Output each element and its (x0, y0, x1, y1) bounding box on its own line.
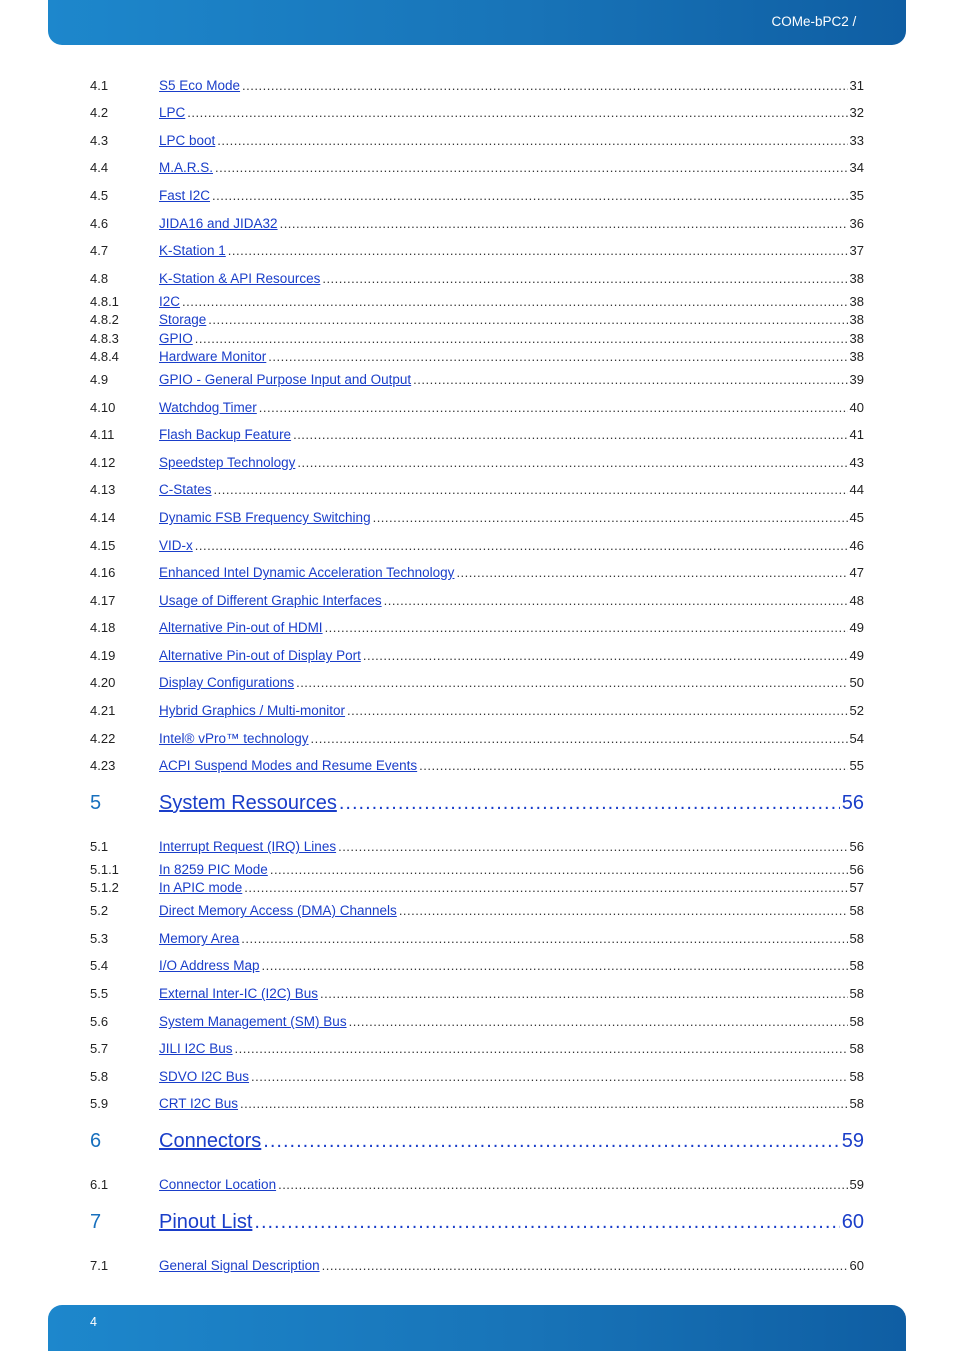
toc-entry-page: 58 (849, 1014, 864, 1029)
dot-leader (270, 862, 848, 877)
toc-entry-page: 56 (849, 862, 864, 877)
toc-entry-number: 5.3 (90, 931, 109, 946)
toc-chapter-entry[interactable] (90, 792, 864, 822)
toc-entry-page: 41 (849, 427, 864, 442)
dot-leader (195, 331, 848, 346)
toc-entry-page: 58 (849, 1096, 864, 1111)
toc-entry-link[interactable]: Alternative Pin-out of HDMI (159, 620, 323, 635)
toc-entry[interactable] (90, 1096, 864, 1116)
toc-entry-page: 47 (849, 565, 864, 580)
dot-leader (208, 312, 847, 327)
toc-entry-number: 5.5 (90, 986, 109, 1001)
toc-entry-page: 49 (849, 648, 864, 663)
toc-entry-link[interactable]: Connector Location (159, 1177, 277, 1192)
toc-entry-number: 4.2 (90, 105, 109, 120)
toc-entry-link[interactable]: Alternative Pin-out of Display Port (159, 648, 361, 663)
toc-entry-number: 5.9 (90, 1096, 109, 1111)
dot-leader (215, 160, 848, 175)
toc-entry[interactable] (90, 839, 864, 859)
toc-entry-link[interactable]: K-Station 1 (159, 243, 226, 258)
toc-entry-number: 4.16 (90, 565, 116, 580)
toc-entry[interactable] (90, 958, 864, 978)
toc-entry[interactable] (90, 400, 864, 420)
dot-leader (195, 538, 848, 553)
toc-entry[interactable] (90, 538, 864, 558)
page-number: 4 (90, 1315, 97, 1329)
toc-entry-page: 59 (849, 1177, 864, 1192)
toc-entry[interactable] (90, 160, 864, 180)
toc-entry[interactable] (90, 758, 864, 778)
toc-entry-page: 34 (849, 160, 864, 175)
toc-entry[interactable] (90, 482, 864, 502)
toc-entry[interactable] (90, 510, 864, 530)
toc-entry-link[interactable]: Usage of Different Graphic Interfaces (159, 593, 382, 608)
toc-entry[interactable] (90, 675, 864, 695)
toc-entry-link[interactable]: External Inter-IC (I2C) Bus (159, 986, 319, 1001)
toc-entry-page: 58 (849, 986, 864, 1001)
toc-entry-number: 5.1.1 (90, 862, 119, 877)
toc-entry-number: 5.7 (90, 1041, 109, 1056)
toc-entry-link[interactable]: Interrupt Request (IRQ) Lines (159, 839, 337, 854)
toc-chapter-entry[interactable] (90, 1130, 864, 1160)
toc-entry-page: 60 (841, 1211, 864, 1233)
toc-entry[interactable] (90, 372, 864, 392)
toc-entry-number: 4.15 (90, 538, 116, 553)
dot-leader (339, 792, 840, 815)
toc-entry[interactable] (90, 312, 864, 332)
toc-entry-page: 57 (849, 880, 864, 895)
toc-entry-page: 38 (849, 331, 864, 346)
toc-entry-link[interactable]: I/O Address Map (159, 958, 260, 973)
toc-entry-link[interactable]: Fast I2C (159, 188, 211, 203)
dot-leader (254, 1211, 839, 1234)
toc-entry-number: 5.4 (90, 958, 109, 973)
toc-entry-page: 56 (841, 792, 864, 814)
dot-leader (419, 758, 847, 773)
dot-leader (349, 1014, 848, 1029)
toc-entry-page: 36 (849, 216, 864, 231)
toc-entry[interactable] (90, 271, 864, 291)
toc-entry-page: 35 (849, 188, 864, 203)
toc-entry-link[interactable]: VID-x (159, 538, 193, 553)
toc-entry-link[interactable]: GPIO - General Purpose Input and Output (159, 372, 412, 387)
toc-entry-number: 4.9 (90, 372, 109, 387)
toc-entry-link[interactable]: JILI I2C Bus (159, 1041, 233, 1056)
toc-entry-link[interactable]: LPC boot (159, 133, 216, 148)
toc-entry-page: 44 (849, 482, 864, 497)
toc-entry[interactable] (90, 1014, 864, 1034)
toc-entry-number: 4.20 (90, 675, 116, 690)
toc-entry[interactable] (90, 1258, 864, 1278)
toc-chapter-entry[interactable] (90, 1211, 864, 1241)
dot-leader (322, 271, 847, 286)
toc-entry[interactable] (90, 105, 864, 125)
toc-entry[interactable] (90, 565, 864, 585)
toc-entry-page: 38 (849, 349, 864, 364)
toc-entry[interactable] (90, 133, 864, 153)
toc-entry[interactable] (90, 216, 864, 236)
toc-entry-number: 4.5 (90, 188, 109, 203)
toc-entry-number: 5.1 (90, 839, 109, 854)
toc-entry-page: 49 (849, 620, 864, 635)
toc-entry-link[interactable]: CRT I2C Bus (159, 1096, 239, 1111)
toc-entry-page: 59 (841, 1130, 864, 1152)
toc-entry-link[interactable]: In APIC mode (159, 880, 243, 895)
toc-entry-link[interactable]: M.A.R.S. (159, 160, 214, 175)
dot-leader (240, 1096, 848, 1111)
toc-entry-page: 38 (849, 294, 864, 309)
toc-entry-link[interactable]: Flash Backup Feature (159, 427, 292, 442)
toc-entry-page: 40 (849, 400, 864, 415)
toc-entry-link[interactable]: System Management (SM) Bus (159, 1014, 347, 1029)
toc-entry-page: 52 (849, 703, 864, 718)
toc-entry-link[interactable]: In 8259 PIC Mode (159, 862, 268, 877)
toc-entry-page: 37 (849, 243, 864, 258)
footer-banner (48, 1305, 906, 1351)
toc-entry-number: 4.8 (90, 271, 109, 286)
toc-entry[interactable] (90, 243, 864, 263)
dot-leader (320, 986, 847, 1001)
toc-entry-link[interactable]: Connectors (159, 1130, 262, 1152)
dot-leader (235, 1041, 848, 1056)
toc-entry-page: 56 (849, 839, 864, 854)
toc-entry[interactable] (90, 880, 864, 900)
toc-entry[interactable] (90, 455, 864, 475)
toc-entry[interactable] (90, 294, 864, 314)
toc-entry-page: 58 (849, 903, 864, 918)
dot-leader (263, 1130, 839, 1153)
dot-leader (259, 400, 848, 415)
toc-entry[interactable] (90, 862, 864, 882)
toc-entry[interactable] (90, 78, 864, 98)
dot-leader (278, 1177, 847, 1192)
toc-entry-number: 4.10 (90, 400, 116, 415)
dot-leader (413, 372, 847, 387)
toc-entry-link[interactable]: GPIO (159, 331, 193, 346)
toc-entry-number: 4.1 (90, 78, 109, 93)
toc-entry-page: 58 (849, 1041, 864, 1056)
dot-leader (251, 1069, 848, 1084)
toc-entry-page: 45 (849, 510, 864, 525)
toc-entry-link[interactable]: Pinout List (159, 1211, 253, 1233)
dot-leader (384, 593, 848, 608)
toc-entry-page: 58 (849, 1069, 864, 1084)
dot-leader (262, 958, 848, 973)
dot-leader (187, 105, 847, 120)
toc-entry-link[interactable]: S5 Eco Mode (159, 78, 241, 93)
toc-entry-link[interactable]: Storage (159, 312, 207, 327)
toc-entry-link[interactable]: Speedstep Technology (159, 455, 296, 470)
toc-entry-link[interactable]: Display Configurations (159, 675, 295, 690)
toc-entry-link[interactable]: General Signal Description (159, 1258, 320, 1273)
toc-entry-page: 50 (849, 675, 864, 690)
dot-leader (214, 482, 848, 497)
toc-entry-page: 55 (849, 758, 864, 773)
toc-entry-page: 39 (849, 372, 864, 387)
dot-leader (322, 1258, 848, 1273)
toc-entry-link[interactable]: System Ressources (159, 792, 337, 814)
dot-leader (338, 839, 847, 854)
toc-entry-number: 6 (90, 1130, 102, 1152)
toc-entry[interactable] (90, 931, 864, 951)
toc-entry[interactable] (90, 731, 864, 751)
dot-leader (399, 903, 848, 918)
toc-entry-link[interactable]: Enhanced Intel Dynamic Acceleration Technology (159, 565, 455, 580)
dot-leader (241, 931, 847, 946)
toc-entry-number: 4.3 (90, 133, 109, 148)
toc-entry-link[interactable]: SDVO I2C Bus (159, 1069, 250, 1084)
dot-leader (228, 243, 848, 258)
toc-entry[interactable] (90, 620, 864, 640)
dot-leader (242, 78, 847, 93)
toc-entry[interactable] (90, 986, 864, 1006)
toc-entry-link[interactable]: Hybrid Graphics / Multi-monitor (159, 703, 346, 718)
toc-entry[interactable] (90, 427, 864, 447)
toc-entry-number: 4.17 (90, 593, 116, 608)
dot-leader (363, 648, 848, 663)
toc-entry-page: 43 (849, 455, 864, 470)
toc-entry-number: 4.12 (90, 455, 116, 470)
toc-entry-number: 4.8.1 (90, 294, 119, 309)
toc-entry-link[interactable]: K-Station & API Resources (159, 271, 321, 286)
toc-entry-number: 7 (90, 1211, 102, 1233)
toc-entry-number: 4.6 (90, 216, 109, 231)
dot-leader (182, 294, 848, 309)
dot-leader (244, 880, 847, 895)
toc-entry-page: 58 (849, 931, 864, 946)
dot-leader (325, 620, 848, 635)
toc-entry[interactable] (90, 703, 864, 723)
toc-entry-number: 5.1.2 (90, 880, 119, 895)
toc-entry-link[interactable]: Direct Memory Access (DMA) Channels (159, 903, 397, 918)
toc-entry-number: 4.13 (90, 482, 116, 497)
dot-leader (373, 510, 848, 525)
toc-entry[interactable] (90, 1069, 864, 1089)
toc-entry-number: 4.8.3 (90, 331, 119, 346)
toc-entry-link[interactable]: Dynamic FSB Frequency Switching (159, 510, 371, 525)
dot-leader (347, 703, 847, 718)
toc-entry-number: 6.1 (90, 1177, 109, 1192)
toc-entry[interactable] (90, 331, 864, 351)
toc-entry-page: 54 (849, 731, 864, 746)
toc-entry-number: 5.8 (90, 1069, 109, 1084)
toc-entry-page: 32 (849, 105, 864, 120)
toc-entry-number: 5.6 (90, 1014, 109, 1029)
toc-entry-link[interactable]: Watchdog Timer (159, 400, 257, 415)
toc-entry[interactable] (90, 1177, 864, 1197)
toc-entry-page: 60 (849, 1258, 864, 1273)
toc-entry[interactable] (90, 349, 864, 369)
toc-entry-link[interactable]: Intel® vPro™ technology (159, 731, 309, 746)
toc-entry-number: 4.4 (90, 160, 109, 175)
toc-entry-number: 4.8.2 (90, 312, 119, 327)
toc-entry-page: 58 (849, 958, 864, 973)
toc-entry-number: 4.22 (90, 731, 116, 746)
toc-entry-number: 4.14 (90, 510, 116, 525)
toc-entry-link[interactable]: Memory Area (159, 931, 240, 946)
toc-entry-link[interactable]: LPC (159, 105, 186, 120)
toc-entry-link[interactable]: C-States (159, 482, 212, 497)
dot-leader (217, 133, 847, 148)
toc-entry-number: 4.11 (90, 427, 115, 442)
toc-entry-number: 4.19 (90, 648, 116, 663)
toc-entry[interactable] (90, 188, 864, 208)
toc-entry-number: 4.18 (90, 620, 116, 635)
toc-entry-number: 7.1 (90, 1258, 109, 1273)
toc-entry-number: 4.7 (90, 243, 109, 258)
document-title: COMe-bPC2 / (771, 14, 860, 29)
toc-entry-link[interactable]: ACPI Suspend Modes and Resume Events (159, 758, 418, 773)
dot-leader (456, 565, 847, 580)
dot-leader (311, 731, 848, 746)
dot-leader (212, 188, 848, 203)
toc-entry[interactable] (90, 648, 864, 668)
dot-leader (268, 349, 847, 364)
toc-entry-link[interactable]: JIDA16 and JIDA32 (159, 216, 278, 231)
toc-entry-link[interactable]: I2C (159, 294, 181, 309)
toc-entry-number: 4.8.4 (90, 349, 119, 364)
dot-leader (296, 675, 847, 690)
toc-entry-number: 4.23 (90, 758, 116, 773)
toc-entry-page: 38 (849, 271, 864, 286)
toc-entry-number: 5 (90, 792, 102, 814)
toc-entry-number: 4.21 (90, 703, 116, 718)
toc-entry-page: 33 (849, 133, 864, 148)
toc-entry[interactable] (90, 903, 864, 923)
toc-entry-page: 46 (849, 538, 864, 553)
toc-entry-number: 5.2 (90, 903, 109, 918)
toc-entry-page: 31 (849, 78, 864, 93)
toc-entry-page: 38 (849, 312, 864, 327)
toc-entry[interactable] (90, 1041, 864, 1061)
toc-entry-link[interactable]: Hardware Monitor (159, 349, 267, 364)
toc-entry[interactable] (90, 593, 864, 613)
dot-leader (297, 455, 847, 470)
dot-leader (293, 427, 847, 442)
dot-leader (280, 216, 848, 231)
toc-entry-page: 48 (849, 593, 864, 608)
